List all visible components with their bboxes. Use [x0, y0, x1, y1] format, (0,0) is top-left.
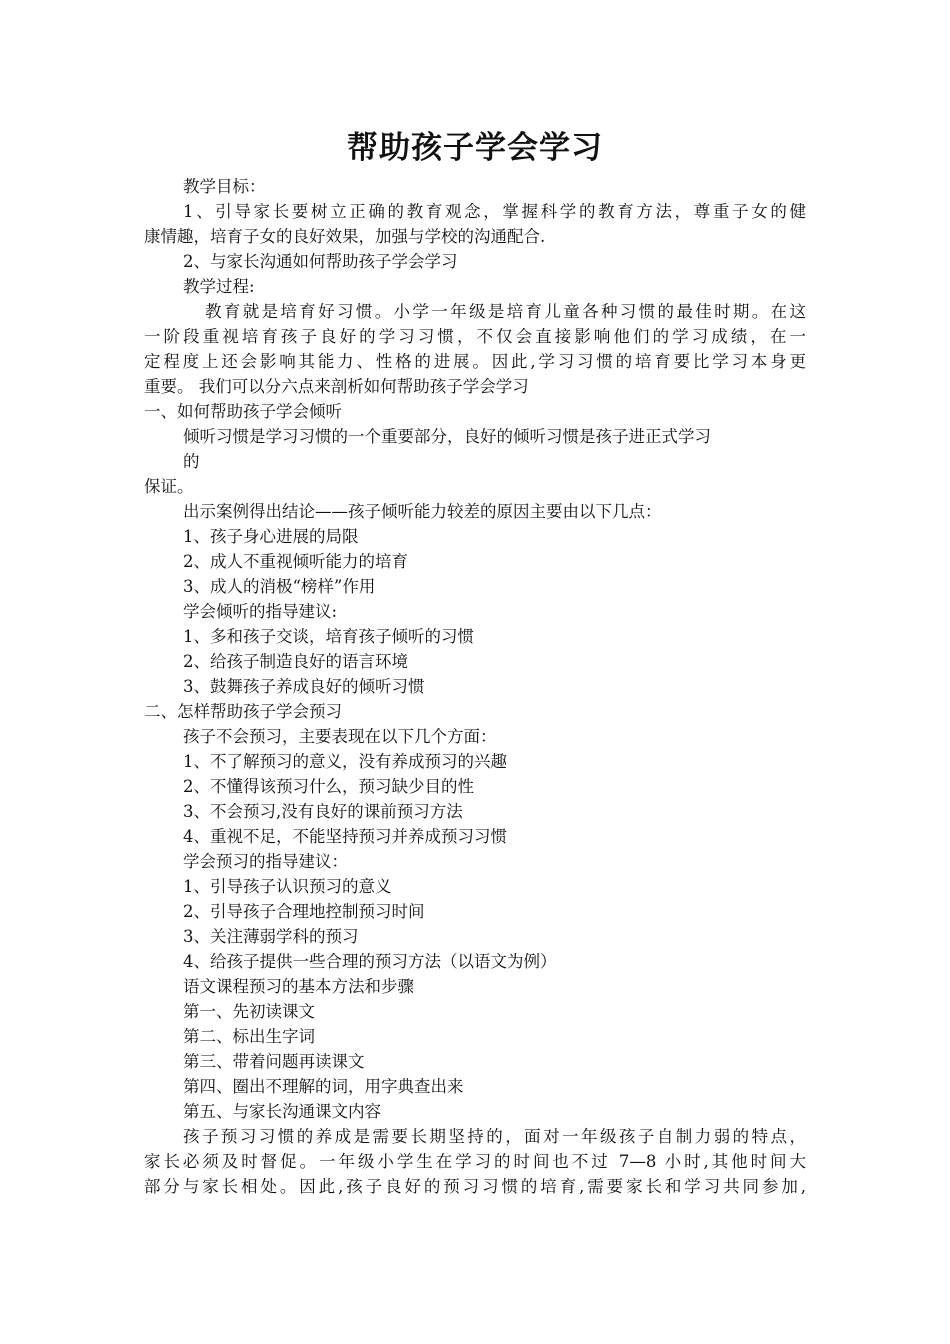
paragraph-line: 重要。 我们可以分六点来剖析如何帮助孩子学会学习: [144, 377, 529, 396]
list-item: 2、引导孩子合理地控制预习时间: [183, 902, 425, 921]
paragraph-line: 一阶段重视培育孩子良好的学习习惯，不仅会直接影响他们的学习成绩，在一: [144, 327, 806, 346]
paragraph-line: 倾听习惯是学习习惯的一个重要部分，良好的倾听习惯是孩子进正式学习: [183, 427, 711, 446]
section-label-process: 教学过程:: [183, 277, 255, 296]
subsection-label: 学会预习的指导建议：: [183, 852, 348, 871]
subsection-label: 学会倾听的指导建议:: [183, 602, 338, 621]
list-item: 3、关注薄弱学科的预习: [183, 927, 359, 946]
list-item: 4、给孩子提供一些合理的预习方法（以语文为例）: [183, 952, 557, 971]
section-label-goals: 教学目标：: [183, 177, 266, 196]
list-item: 2、成人不重视倾听能力的培育: [183, 552, 408, 571]
list-item: 2、给孩子制造良好的语言环境: [183, 652, 408, 671]
section-heading-listening: 一、如何帮助孩子学会倾听: [144, 402, 342, 421]
list-item: 3、鼓舞孩子养成良好的倾听习惯: [183, 677, 425, 696]
list-item: 1、多和孩子交谈，培育孩子倾听的习惯: [183, 627, 474, 646]
list-item: 1、孩子身心进展的局限: [183, 527, 359, 546]
paragraph-line: 孩子不会预习，主要表现在以下几个方面：: [183, 727, 497, 746]
step-item: 第五、与家长沟通课文内容: [183, 1102, 381, 1121]
goal-item-1: 1、引导家长要树立正确的教育观念，掌握科学的教育方法，尊重子女的健: [183, 202, 806, 221]
paragraph-line: 定程度上还会影响其能力、性格的进展。因此,学习习惯的培育要比学习本身更: [144, 352, 806, 371]
step-item: 第二、标出生字词: [183, 1027, 315, 1046]
list-item: 1、不了解预习的意义，没有养成预习的兴趣: [183, 752, 507, 771]
list-item: 2、不懂得该预习什么，预习缺少目的性: [183, 777, 474, 796]
paragraph-line: 教育就是培育好习惯。小学一年级是培育儿童各种习惯的最佳时期。在这: [205, 302, 806, 321]
step-item: 第三、带着问题再读课文: [183, 1052, 365, 1071]
document-body: [144, 174, 806, 1199]
list-item: 3、成人的消极“榜样”作用: [183, 577, 376, 596]
paragraph-line: 的: [183, 452, 200, 471]
paragraph-line: 保证。: [144, 477, 194, 496]
goal-item-1-cont: 康情趣，培育子女的良好效果，加强与学校的沟通配合.: [144, 227, 546, 246]
document-title: 帮助孩子学会学习: [347, 130, 603, 166]
section-heading-preview: 二、怎样帮助孩子学会预习: [144, 702, 342, 721]
subsection-label: 语文课程预习的基本方法和步骤: [183, 977, 414, 996]
step-item: 第一、先初读课文: [183, 1002, 315, 1021]
list-item: 1、引导孩子认识预习的意义: [183, 877, 392, 896]
goal-item-2: 2、与家长沟通如何帮助孩子学会学习: [183, 252, 458, 271]
paragraph-line: 部分与家长相处。因此,孩子良好的预习习惯的培育,需要家长和学习共同参加,: [144, 1177, 806, 1196]
paragraph-line: 家长必须及时督促。一年级小学生在学习的时间也不过 7—8 小时,其他时间大: [144, 1152, 806, 1171]
list-item: 3、不会预习,没有良好的课前预习方法: [183, 802, 463, 821]
step-item: 第四、圈出不理解的词，用字典查出来: [183, 1077, 464, 1096]
paragraph-line: 出示案例得出结论——孩子倾听能力较差的原因主要由以下几点：: [183, 502, 662, 521]
paragraph-line: 孩子预习习惯的养成是需要长期坚持的，面对一年级孩子自制力弱的特点，: [183, 1127, 806, 1146]
list-item: 4、重视不足，不能坚持预习并养成预习习惯: [183, 827, 507, 846]
